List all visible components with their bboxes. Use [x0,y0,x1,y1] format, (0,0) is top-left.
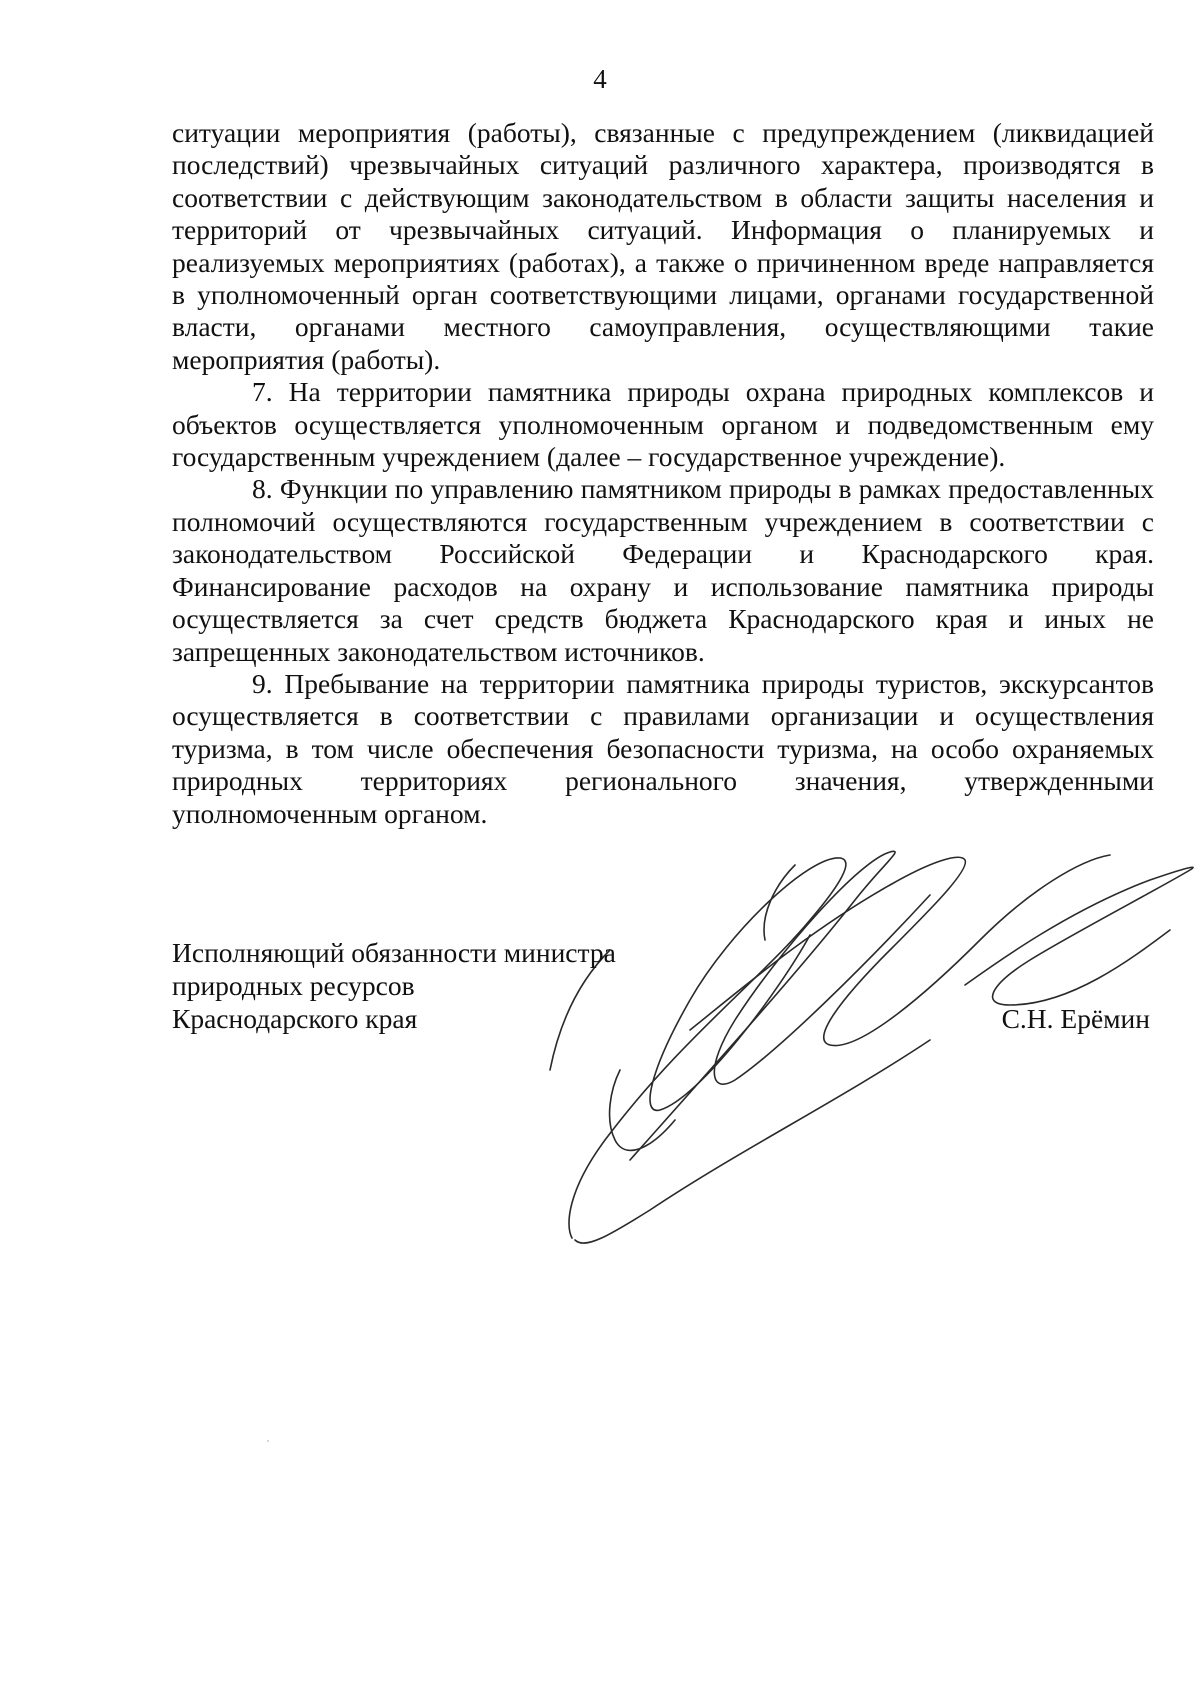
signer-title-line: Исполняющий обязанности министра [172,937,616,968]
paragraph-continuation: ситуации мероприятия (работы), связанные с предупреждением (ликвидацией последствий) чрезвычайных ситуаций различного характера, производятся в соответствии с действующим законодательством в области защиты населения и территорий от чрезвычайных ситуаций. Информация о планируемых и реализуемых мероприятиях (работах), а также о причиненном вреде направляется в уполномоченный орган соответствующими лицами, органами государственной власти, органами местного самоуправления, осуществляющими такие мероприятия (работы). [172,117,1154,375]
paragraph-9: 9. Пребывание на территории памятника природы туристов, экскурсантов осуществляется в соответствии с правилами организации и осуществления туризма, в том числе обеспечения безопасности туризма, на особо охраняемых природных территориях регионального значения, утвержденными уполномоченным органом. [172,667,1154,829]
scan-speck [267,1440,269,1442]
paragraph-7: 7. На территории памятника природы охрана природных комплексов и объектов осуществляется уполномоченным органом и подведомственным ему государственным учреждением (далее – государственное учреждение). [172,376,1154,473]
signer-title-line: природных ресурсов [172,970,415,1001]
signature-block [172,936,1154,1035]
signer-title-line: Краснодарского края [172,1003,418,1034]
document-body [172,117,1154,830]
page-number: 4 [593,64,607,94]
signer-name: С.Н. Ерёмин [1001,1003,1150,1034]
paragraph-8: 8. Функции по управлению памятником природы в рамках предоставленных полномочий осуществляются государственным учреждением в соответствии с законодательством Российской Федерации и Краснодарского края. Финансирование расходов на охрану и использование памятника природы осуществляется за счет средств бюджета Краснодарского края и иных не запрещенных законодательством источников. [172,473,1154,667]
handwritten-signature [510,840,1200,1260]
